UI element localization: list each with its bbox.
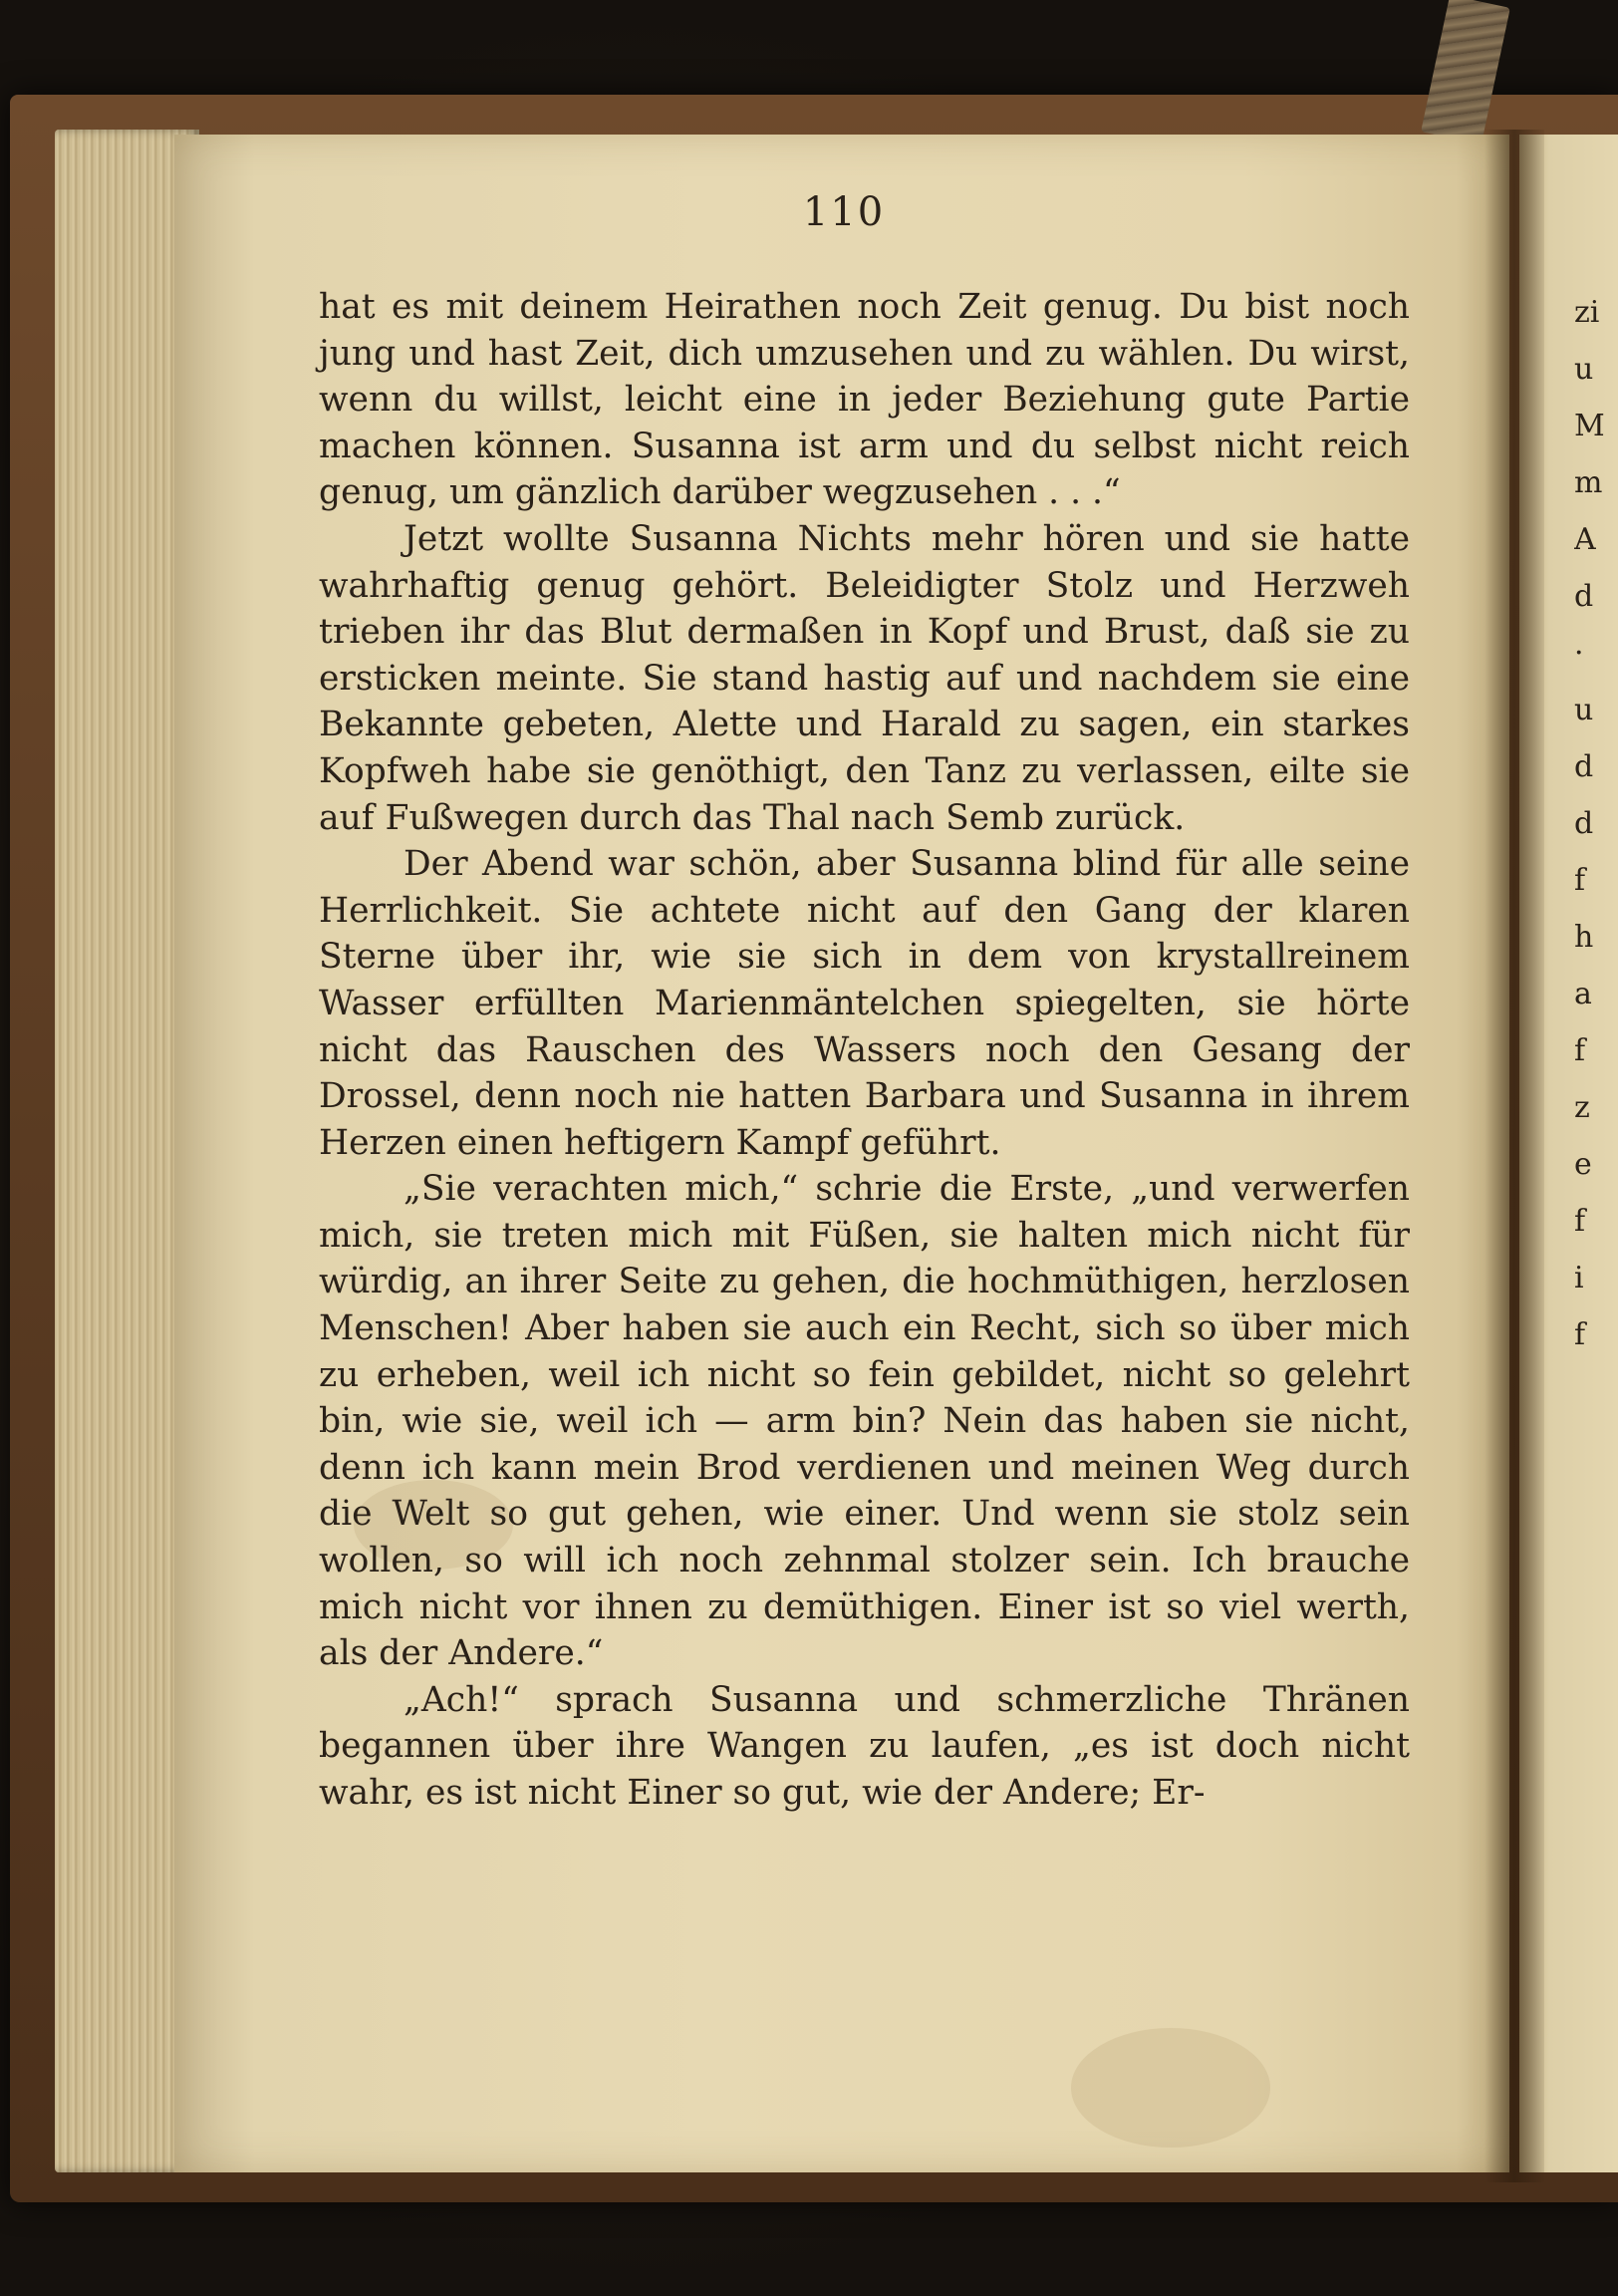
- right-page-fragment: f: [1574, 1204, 1586, 1239]
- page-number: 110: [802, 189, 886, 235]
- right-page-fragment: f: [1574, 1317, 1586, 1352]
- right-page-fragment: a: [1574, 977, 1592, 1011]
- gutter-shadow: [1484, 130, 1544, 2182]
- right-page-fragment: d: [1574, 579, 1594, 614]
- right-page-fragment: d: [1574, 806, 1594, 841]
- right-page-fragment: d: [1574, 749, 1594, 784]
- paragraph: hat es mit deinem Heirathen noch Zeit genug. Du bist noch jung und hast Zeit, dich umzusehen und zu wählen. Du wirst, wenn du willst, leicht eine in jeder Beziehung gute Partie machen können. Susanna ist arm und du selbst nicht reich genug, um gänzlich darüber wegzusehen . . .“: [319, 287, 1410, 513]
- right-page-fragment: e: [1574, 1147, 1592, 1182]
- right-page-fragment: ·: [1574, 636, 1584, 671]
- right-page-fragment: m: [1574, 465, 1603, 500]
- paragraph: Der Abend war schön, aber Susanna blind für alle seine Herrlichkeit. Sie achtete nicht auf den Gang der klaren Sterne über ihr, wie sie sich in dem von krystallreinem Wasser erfüllten Marienmäntelchen spiegelten, sie hörte nicht das Rauschen des Wassers noch den Gesang der Drossel, denn noch nie hatten Barbara und Susanna in ihrem Herzen einen heftigern Kampf geführt.: [319, 844, 1410, 1163]
- page-text: [319, 284, 1410, 1817]
- paragraph: „Ach!“ sprach Susanna und schmerzliche Thränen begannen über ihre Wangen zu laufen, „es ist doch nicht wahr, es ist nicht Einer so gut, wie der Andere; Er-: [319, 1679, 1410, 1813]
- right-page-fragment: z: [1574, 1090, 1590, 1125]
- right-page-fragment: zi: [1574, 295, 1600, 330]
- right-page-fragment: f: [1574, 1033, 1586, 1068]
- right-page-fragment: i: [1574, 1261, 1584, 1295]
- right-page-fragment: h: [1574, 920, 1594, 955]
- right-page-fragment: u: [1574, 352, 1594, 387]
- right-page-text: [1574, 284, 1618, 1363]
- right-page-fragment: u: [1574, 693, 1594, 727]
- right-page-fragment: M: [1574, 409, 1605, 443]
- paragraph: „Sie verachten mich,“ schrie die Erste, „und verwerfen mich, sie treten mich mit Füßen, sie halten mich nicht für würdig, an ihrer Seite zu gehen, die hochmüthigen, herzlosen Menschen! Aber haben sie auch ein Recht, sich so über mich zu erheben, weil ich nicht so fein gebildet, nicht so gelehrt bin, wie sie, weil ich — arm bin? Nein das haben sie nicht, denn ich kann mein Brod verdienen und meinen Weg durch die Welt so gut gehen, wie einer. Und wenn sie stolz sein wollen, so will ich noch zehnmal stolzer sein. Ich brauche mich nicht vor ihnen zu demüthigen. Einer ist so viel werth, als der Andere.“: [319, 1169, 1410, 1674]
- right-page-fragment: f: [1574, 863, 1586, 898]
- right-page-fragment: A: [1574, 522, 1596, 557]
- paragraph: Jetzt wollte Susanna Nichts mehr hören und sie hatte wahrhaftig genug gehört. Beleidigter Stolz und Herzweh trieben ihr das Blut dermaßen in Kopf und Brust, daß sie zu ersticken meinte. Sie stand hastig auf und nachdem sie eine Bekannte gebeten, Alette und Harald zu sagen, ein starkes Kopfweh habe sie genöthigt, den Tanz zu verlassen, eilte sie auf Fußwegen durch das Thal nach Semb zurück.: [319, 518, 1410, 838]
